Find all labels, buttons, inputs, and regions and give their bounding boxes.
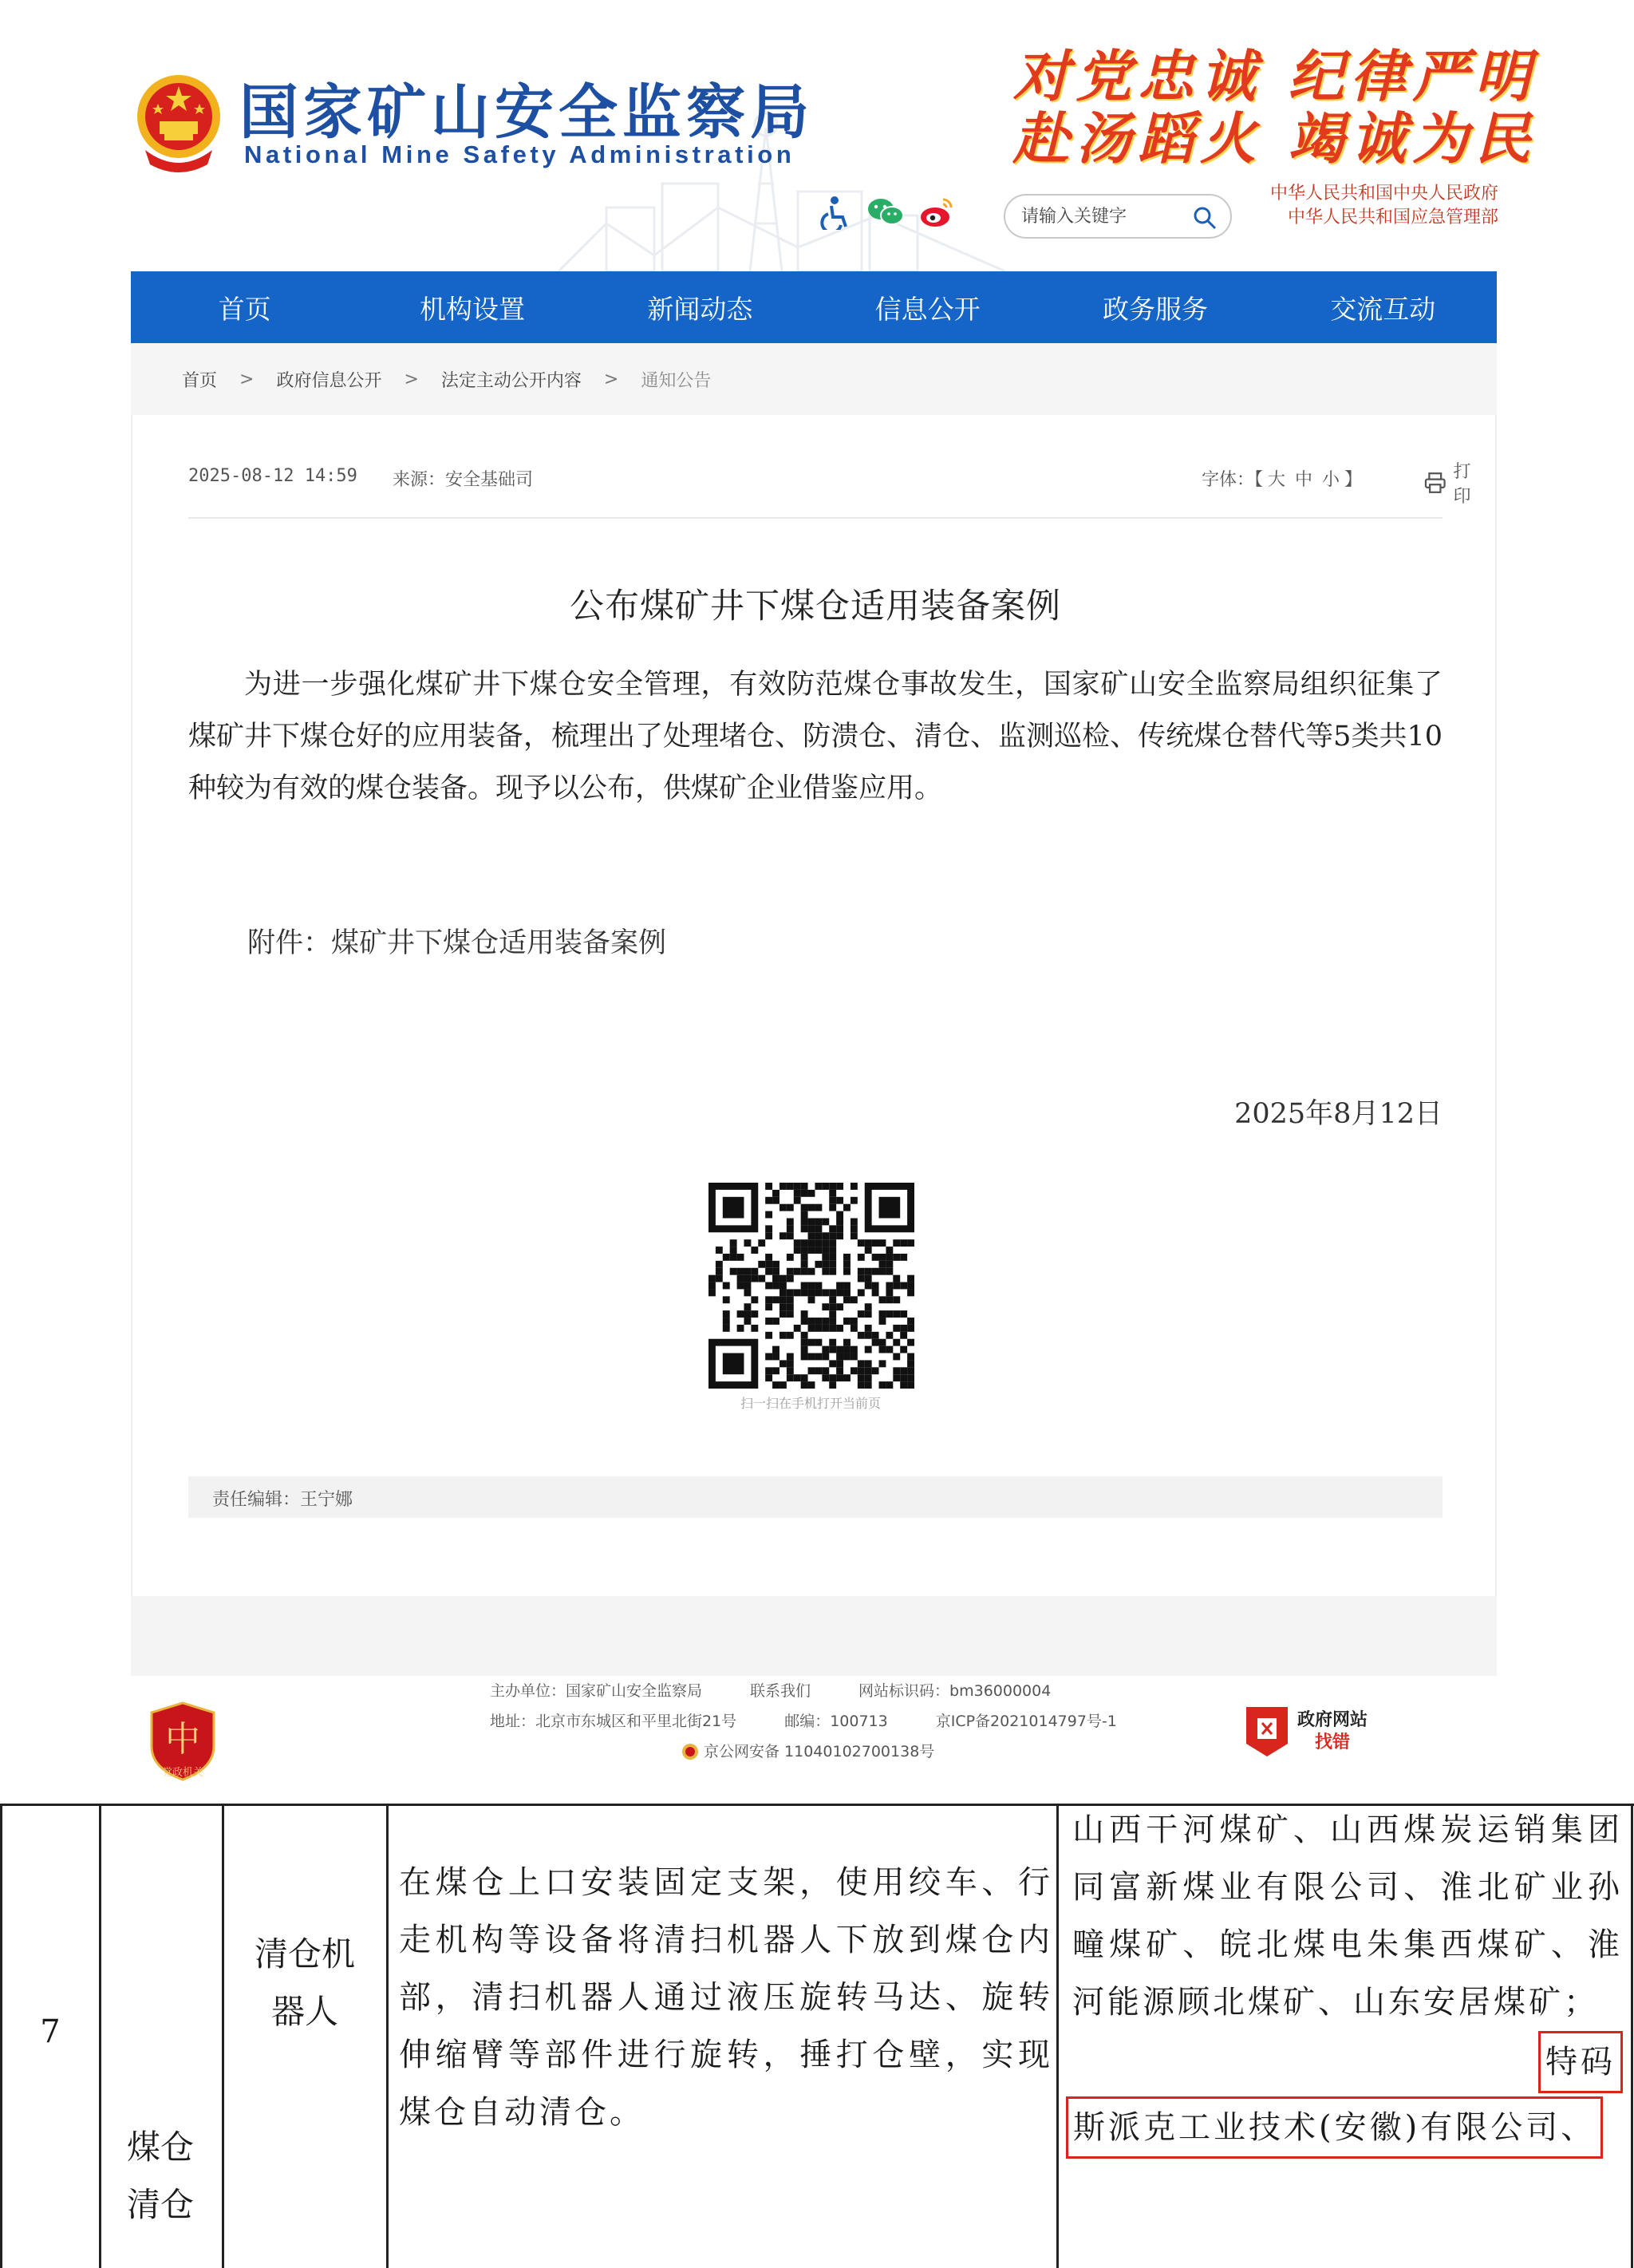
print-button[interactable] — [1423, 458, 1479, 508]
table-description: 在煤仓上口安装固定支架，使用绞车、行走机构等设备将清扫机器人下放到煤仓内部，清扫机器人通过液压旋转马达、旋转伸缩臂等部件进行旋转，捶打仓壁，实现煤仓自动清仓。 — [399, 1864, 1053, 2131]
font-size-label: 字体：【 — [1202, 470, 1264, 490]
weibo-icon[interactable] — [919, 196, 954, 228]
error-report-line1: 政府网站 — [1297, 1710, 1368, 1730]
footer-contact-link[interactable]: 联系我们 — [750, 1682, 811, 1700]
main-nav — [131, 271, 1497, 343]
table-row-number: 7 — [40, 2013, 61, 2050]
national-emblem-icon — [134, 70, 223, 174]
table-equipment-name — [223, 1926, 386, 2041]
article-title: 公布煤矿井下煤仓适用装备案例 — [570, 587, 1061, 626]
footer-info — [490, 1676, 1117, 1767]
qr-code-icon — [708, 1183, 914, 1389]
nav-gov-services[interactable]: 政务服务 — [1102, 293, 1208, 325]
font-size-large[interactable]: 大 — [1268, 470, 1286, 490]
site-title: 国家矿山安全监察局 — [239, 78, 814, 147]
font-size-medium[interactable]: 中 — [1295, 470, 1313, 490]
responsible-editor: 责任编辑：王宁娜 — [188, 1476, 1443, 1518]
attachment — [247, 921, 666, 961]
table-border — [386, 1806, 389, 2268]
breadcrumb-gov-info[interactable]: 政府信息公开 — [276, 370, 382, 391]
svg-text:中: 中 — [165, 1719, 200, 1760]
police-badge-icon — [681, 1743, 699, 1760]
table-equipment-line2: 器人 — [270, 1992, 338, 2031]
footer-postcode: 邮编：100713 — [784, 1713, 888, 1730]
footer-icp-link[interactable]: 京ICP备2021014797号-1 — [935, 1713, 1117, 1730]
nav-info-disclosure[interactable]: 信息公开 — [874, 293, 981, 325]
error-report-line2: 找错 — [1315, 1733, 1351, 1752]
article-meta — [188, 462, 1471, 519]
table-equipment-line1: 清仓机 — [254, 1934, 355, 1974]
chevron-right-icon: > — [603, 369, 619, 389]
footer-address: 地址：北京市东城区和平里北街21号 — [490, 1713, 737, 1730]
gov-site-error-report[interactable] — [1243, 1700, 1387, 1764]
nav-home[interactable]: 首页 — [218, 293, 271, 325]
link-emergency-ministry[interactable]: 中华人民共和国应急管理部 — [1287, 207, 1498, 227]
accessibility-icon[interactable] — [817, 195, 852, 230]
police-record-text: 京公网安备 11040102700138号 — [704, 1743, 935, 1760]
search-input[interactable] — [1021, 207, 1189, 227]
footer-sponsor: 主办单位：国家矿山安全监察局 — [490, 1682, 703, 1700]
footer-police-record[interactable] — [681, 1737, 1117, 1767]
header-tools — [817, 195, 954, 230]
font-size-close: 】 — [1344, 470, 1363, 490]
site-header — [0, 0, 1634, 271]
nav-organization[interactable]: 机构设置 — [419, 293, 525, 325]
party-logo-text: 党政机关 — [161, 1767, 203, 1779]
slogan-line-2: 赴汤蹈火 竭诚为民 — [1013, 105, 1537, 172]
sign-date: 2025年8月12日 — [1234, 1098, 1443, 1130]
gov-links — [1246, 182, 1498, 230]
table-border — [1631, 1806, 1633, 2268]
footer-site-code: 网站标识码：bm36000004 — [858, 1682, 1052, 1700]
font-size-control — [1202, 466, 1362, 491]
link-central-government[interactable]: 中华人民共和国中央人民政府 — [1269, 184, 1498, 203]
slogan-line-1: 对党忠诚 纪律严明 — [1013, 43, 1537, 109]
attachment-label: 附件： — [247, 927, 332, 959]
article-source: 来源：安全基础司 — [393, 470, 534, 490]
site-subtitle: National Mine Safety Administration — [244, 140, 795, 168]
table-category-line2: 清仓 — [126, 2185, 194, 2224]
search-icon[interactable] — [1192, 205, 1218, 231]
breadcrumb-home[interactable]: 首页 — [182, 370, 218, 391]
wechat-icon[interactable] — [866, 196, 905, 228]
font-size-small[interactable]: 小 — [1322, 470, 1340, 490]
error-report-icon — [1243, 1704, 1291, 1760]
printer-icon — [1423, 467, 1447, 499]
party-gov-logo[interactable] — [148, 1701, 217, 1781]
breadcrumb-statutory-content[interactable]: 法定主动公开内容 — [440, 370, 582, 391]
chevron-right-icon: > — [239, 369, 255, 389]
equipment-table-fragment — [0, 1804, 1634, 2268]
nav-interaction[interactable]: 交流互动 — [1330, 293, 1436, 325]
highlighted-supplier-2: 斯派克工业技术(安徽)有限公司、 — [1066, 2096, 1603, 2159]
footer-divider-band — [131, 1596, 1497, 1676]
print-label: 打印 — [1453, 462, 1471, 507]
site-footer — [131, 1676, 1497, 1788]
breadcrumb-notices[interactable]: 通知公告 — [641, 370, 712, 391]
table-category — [101, 2119, 220, 2234]
nav-news[interactable]: 新闻动态 — [647, 293, 753, 325]
article — [131, 415, 1497, 1596]
table-application-units — [1072, 1801, 1623, 2159]
qr-caption: 扫一扫在手机打开当前页 — [740, 1396, 882, 1411]
highlighted-supplier-1: 特码 — [1538, 2031, 1623, 2093]
article-body: 为进一步强化煤矿井下煤仓安全管理，有效防范煤仓事故发生，国家矿山安全监察局组织征集了煤矿井下煤仓好的应用装备，梳理出了处理堵仓、防溃仓、清仓、监测巡检、传统煤仓替代等5类共10种较为有效的煤仓装备。现予以公布，供煤矿企业借鉴应用。 — [188, 669, 1443, 804]
table-category-line1: 煤仓 — [126, 2128, 194, 2167]
table-units-text: 山西干河煤矿、山西煤炭运销集团同富新煤业有限公司、淮北矿业孙疃煤矿、皖北煤电朱集西煤矿、淮河能源顾北煤矿、山东安居煤矿； — [1072, 1812, 1623, 2021]
publish-date: 2025-08-12 14:59 — [188, 466, 357, 486]
breadcrumb — [131, 343, 1497, 415]
chevron-right-icon: > — [404, 369, 419, 389]
table-border — [1056, 1806, 1059, 2268]
search-box — [1004, 194, 1232, 239]
attachment-link[interactable]: 煤矿井下煤仓适用装备案例 — [331, 927, 667, 959]
